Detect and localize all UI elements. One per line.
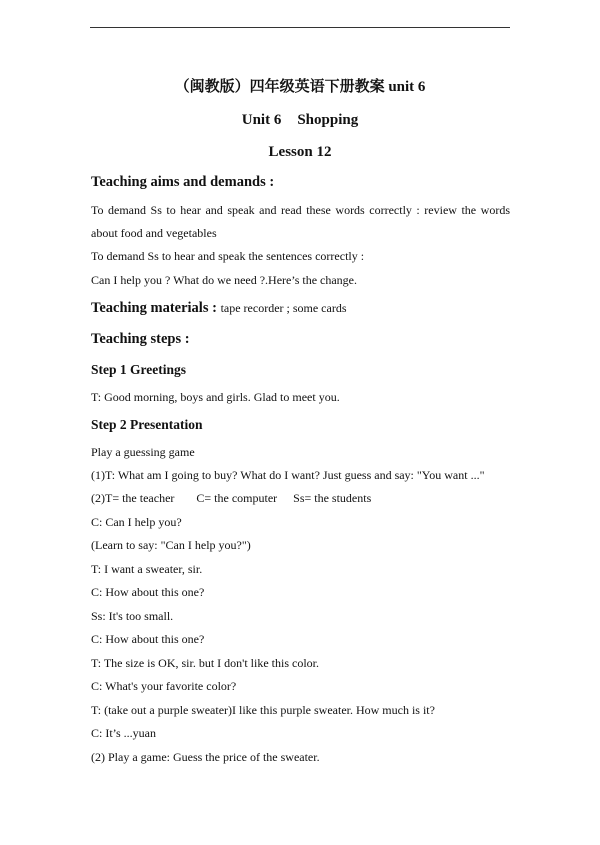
dialogue-line: C: It’s ...yuan (91, 726, 156, 740)
role-students: Ss= the students (293, 491, 372, 505)
step2-intro: Play a guessing game (91, 445, 195, 459)
dialogue-line: (Learn to say: "Can I help you?") (91, 538, 251, 552)
aims-heading: Teaching aims and demands : (91, 174, 275, 190)
roles-line (91, 492, 371, 504)
dialogue-line: C: Can I help you? (91, 515, 182, 529)
dialogue-line: T: The size is OK, sir. but I don't like this color. (91, 656, 319, 670)
step2-instruction: (1)T: What am I going to buy? What do I want? Just guess and say: "You want ..." (91, 468, 485, 482)
dialogue-line: T: (take out a purple sweater)I like this purple sweater. How much is it? (91, 703, 435, 717)
role-teacher: (2)T= the teacher (91, 491, 175, 505)
aims-line: To demand Ss to hear and speak the sentences correctly : (91, 249, 365, 263)
dialogue-line: Ss: It's too small. (91, 609, 174, 623)
aims-line: about food and vegetables (91, 226, 217, 240)
materials-heading: Teaching materials : (91, 300, 217, 316)
dialogue-line: C: What's your favorite color? (91, 679, 237, 693)
step1-heading: Step 1 Greetings (91, 362, 186, 377)
dialogue-line: (2) Play a game: Guess the price of the sweater. (91, 750, 320, 764)
aims-line: To demand Ss to hear and speak and read these words correctly : review the words (91, 203, 510, 217)
unit-label: Unit 6 (241, 112, 282, 128)
materials-row (91, 301, 347, 316)
dialogue-line: C: How about this one? (91, 632, 205, 646)
lesson-title: Lesson 12 (268, 144, 332, 160)
steps-heading: Teaching steps : (91, 331, 190, 347)
aims-line: Can I help you ? What do we need ?.Here’s the change. (91, 273, 358, 287)
unit-title (0, 113, 600, 128)
materials-text: tape recorder ; some cards (220, 301, 347, 315)
role-computer: C= the computer (196, 491, 278, 505)
step1-text: T: Good morning, boys and girls. Glad to meet you. (91, 390, 340, 404)
step2-heading: Step 2 Presentation (91, 417, 203, 432)
dialogue-line: T: I want a sweater, sir. (91, 562, 203, 576)
dialogue-line: C: How about this one? (91, 585, 205, 599)
document-title: （闽教版）四年级英语下册教案 unit 6 (174, 79, 426, 95)
unit-name: Shopping (297, 112, 359, 128)
header-rule (90, 27, 510, 28)
